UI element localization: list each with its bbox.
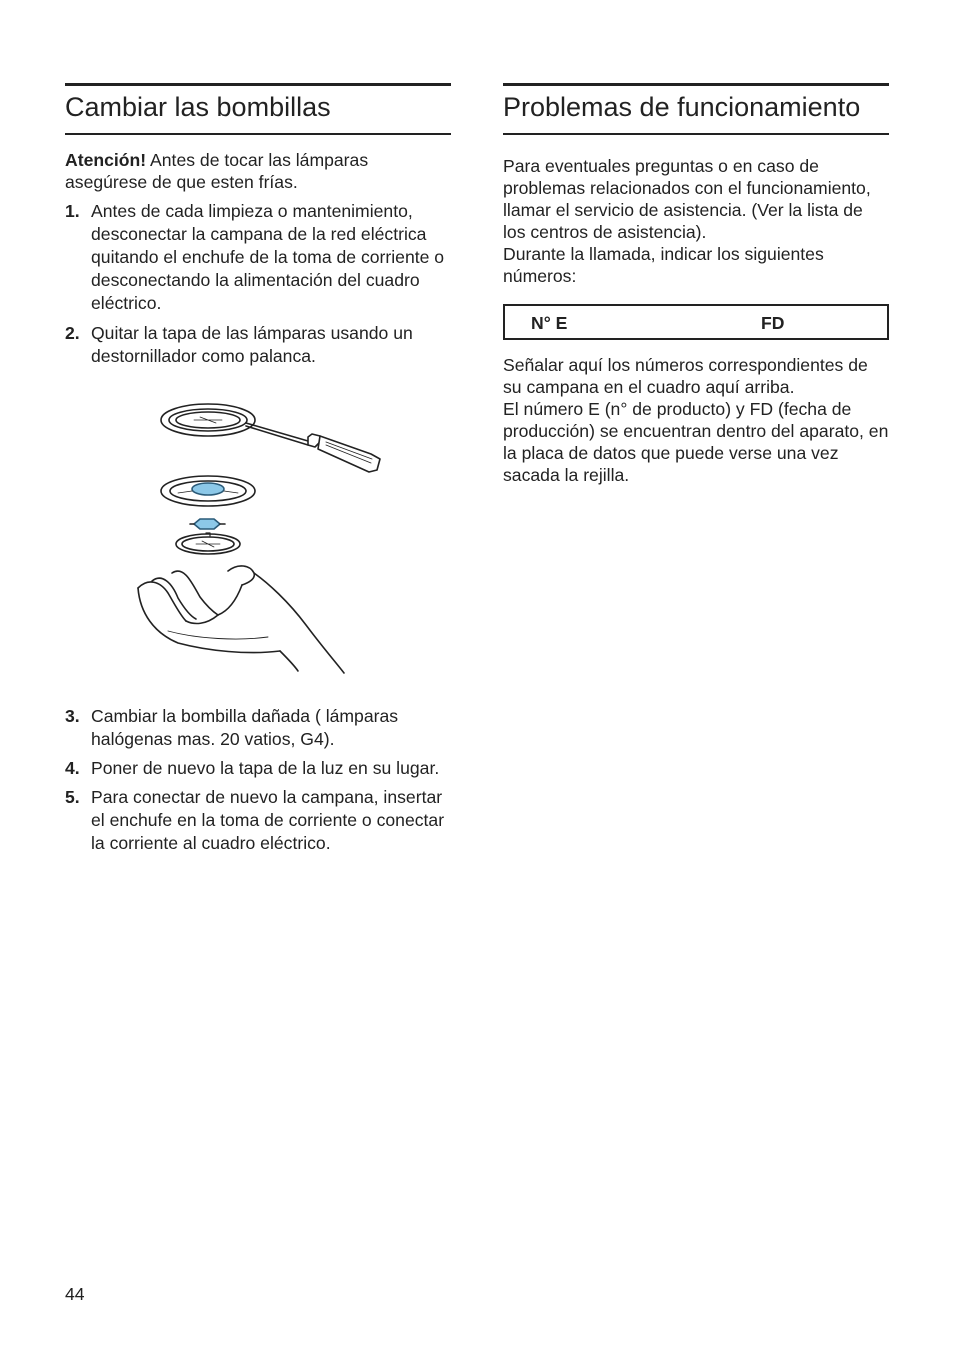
section-title-bulbs: Cambiar las bombillas	[65, 83, 451, 135]
section-title-problems: Problemas de funcionamiento	[503, 83, 889, 135]
left-column	[65, 83, 451, 368]
fd-label: FD	[761, 313, 785, 333]
step-number: 4.	[65, 758, 80, 778]
step-text: Antes de cada limpieza o mantenimiento, desconectar la campana de la red eléctrica quitando el enchufe de la toma de corriente o desconectando la alimentación del cuadro eléctrico.	[91, 201, 445, 313]
product-number-box	[503, 304, 889, 340]
lamp-fitting-icon	[161, 476, 255, 506]
list-item	[65, 322, 451, 368]
list-item	[65, 757, 451, 780]
steps-list-after	[65, 705, 451, 855]
warning-text: Antes de tocar las lámparas asegúrese de que esten frías.	[65, 150, 369, 192]
warning-label: Atención!	[65, 150, 147, 170]
call-paragraph: Durante la llamada, indicar los siguientes números:	[503, 244, 824, 286]
location-paragraph: El número E (n° de producto) y FD (fecha de producción) se encuentran dentro del aparato, en la placa de datos que puede verse una vez sacada la rejilla.	[503, 399, 889, 485]
list-item	[65, 786, 451, 855]
list-item	[65, 200, 451, 315]
screwdriver-icon	[246, 423, 380, 472]
step-text: Cambiar la bombilla dañada ( lámparas halógenas mas. 20 vatios, G4).	[91, 706, 399, 749]
warning-paragraph	[65, 149, 451, 193]
bulb-icon	[190, 519, 225, 529]
lamp-glass-icon	[176, 533, 240, 554]
step-number: 3.	[65, 706, 80, 726]
lamp-cover-icon	[161, 404, 255, 436]
bulb-replacement-illustration	[128, 393, 388, 683]
service-paragraph: Para eventuales preguntas o en caso de problemas relacionados con el funcionamiento, llamar el servicio de asistencia. (Ver la lista de los centros de asistencia).	[503, 156, 871, 242]
page-number: 44	[65, 1284, 85, 1304]
step-number: 1.	[65, 201, 80, 221]
steps-list-before	[65, 200, 451, 368]
step-text: Quitar la tapa de las lámparas usando un destornillador como palanca.	[91, 323, 413, 366]
step-text: Poner de nuevo la tapa de la luz en su lugar.	[91, 758, 440, 778]
note-paragraph: Señalar aquí los números correspondientes de su campana en el cuadro aquí arriba.	[503, 355, 868, 397]
right-column	[503, 83, 889, 486]
e-number-label: N° E	[531, 313, 568, 333]
list-item	[65, 705, 451, 751]
step-text: Para conectar de nuevo la campana, insertar el enchufe en la toma de corriente o conectar la corriente al cuadro eléctrico.	[91, 787, 445, 853]
step-number: 5.	[65, 787, 80, 807]
step-number: 2.	[65, 323, 80, 343]
hand-icon	[138, 566, 344, 673]
